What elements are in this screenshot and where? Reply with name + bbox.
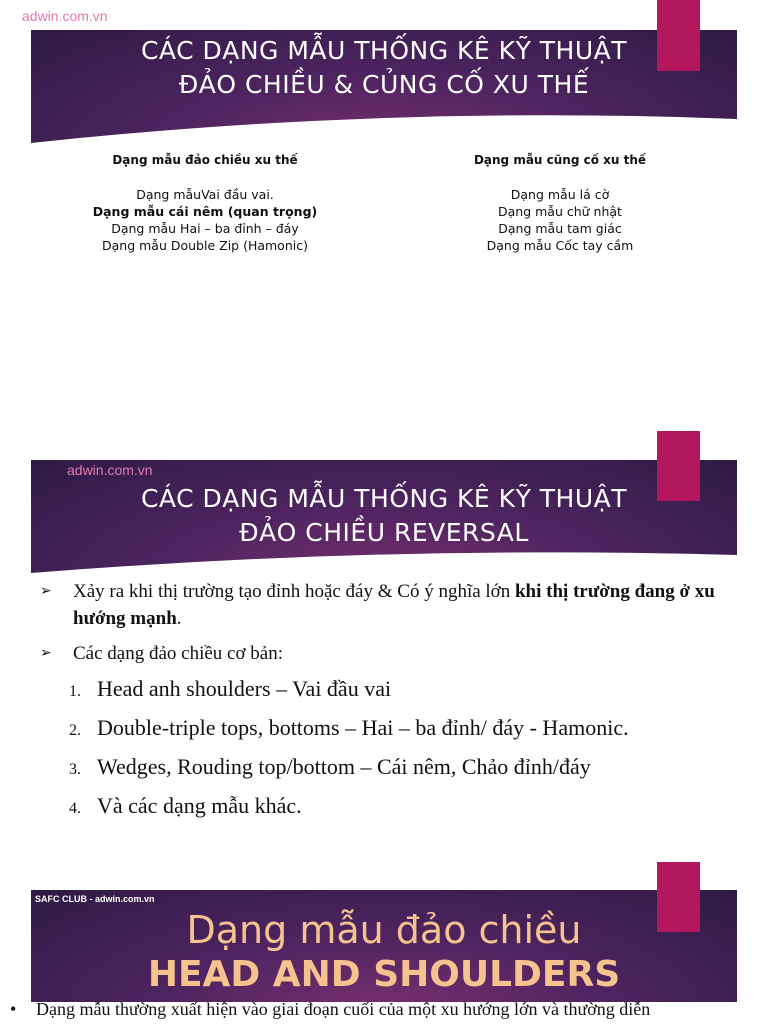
item-number: 1.: [69, 683, 81, 700]
watermark: adwin.com.vn: [22, 8, 108, 24]
banner-curve: [31, 105, 737, 145]
numbered-item: [40, 792, 740, 820]
numbered-item: [40, 714, 740, 742]
slide1-title-line2: ĐẢO CHIỀU & CỦNG CỐ XU THẾ: [178, 70, 590, 99]
item-number: 4.: [69, 800, 81, 817]
column-heading: Dạng mẫu đảo chiều xu thế: [112, 153, 298, 167]
bullet-dot: •: [10, 999, 17, 1019]
arrow-bullet-icon: ➢: [40, 645, 52, 661]
bullet-text: Dạng mẫu thường xuất hiện vào giai đoạn cuối của một xu hướng lớn và thường diễn: [36, 999, 651, 1019]
list-item: Dạng mẫu tam giác: [498, 221, 622, 236]
bullet-text: Xảy ra khi thị trường tạo đỉnh hoặc đáy & Có ý nghĩa lớn: [73, 581, 515, 602]
list-item: Dạng mẫu Double Zip (Hamonic): [102, 238, 308, 253]
bullet-text: Các dạng đảo chiều cơ bản:: [73, 643, 283, 664]
bullet-item: [40, 640, 740, 667]
club-label: SAFC CLUB - adwin.com.vn: [35, 894, 155, 904]
slide1-title-line1: CÁC DẠNG MẪU THỐNG KÊ KỸ THUẬT: [140, 36, 628, 65]
item-text: Head anh shoulders – Vai đầu vai: [97, 676, 392, 701]
arrow-bullet-icon: ➢: [40, 583, 52, 599]
column-heading: Dạng mẫu cũng cố xu thế: [473, 153, 647, 167]
item-number: 2.: [69, 722, 81, 739]
accent-bar: [657, 431, 700, 501]
item-text: Double-triple tops, bottoms – Hai – ba đỉnh/ đáy - Hamonic.: [97, 715, 629, 740]
footer-bullet: [10, 998, 768, 1020]
banner-curve: [31, 545, 737, 575]
bullet-period: .: [176, 608, 182, 629]
numbered-item: [40, 753, 740, 781]
slide2-title-line2: ĐẢO CHIỀU REVERSAL: [239, 518, 529, 547]
slide3-title-line1: Dạng mẫu đảo chiều: [186, 908, 582, 952]
accent-bar: [657, 862, 700, 932]
item-text: Và các dạng mẫu khác.: [97, 793, 302, 818]
continuation-patterns-column: [420, 152, 700, 254]
numbered-item: [40, 675, 740, 703]
slide2-banner: [31, 460, 737, 575]
list-item: Dạng mẫu Hai – ba đỉnh – đáy: [111, 221, 299, 236]
item-text: Wedges, Rouding top/bottom – Cái nêm, Chảo đỉnh/đáy: [97, 754, 591, 779]
reversal-bullets: [40, 578, 740, 831]
list-item: Dạng mẫu chữ nhật: [498, 204, 622, 219]
list-item: Dạng mẫuVai đầu vai.: [136, 187, 274, 202]
slide1-banner: [31, 30, 737, 145]
bullet-item: [40, 578, 740, 632]
slide3-banner: [31, 890, 737, 1002]
list-item: Dạng mẫu lá cờ: [510, 187, 610, 202]
accent-bar: [657, 0, 700, 71]
list-item: Dạng mẫu cái nêm (quan trọng): [92, 204, 318, 219]
slide3-title-line2: HEAD AND SHOULDERS: [147, 954, 621, 995]
slide2-title-line1: CÁC DẠNG MẪU THỐNG KÊ KỸ THUẬT: [140, 484, 628, 513]
bullet-emphasis: khi thị trường đang ở xu hướng mạnh: [73, 581, 715, 629]
item-number: 3.: [69, 761, 81, 778]
list-item: Dạng mẫu Cốc tay cầm: [486, 238, 634, 253]
reversal-patterns-column: [60, 152, 350, 254]
watermark: adwin.com.vn: [67, 462, 153, 478]
